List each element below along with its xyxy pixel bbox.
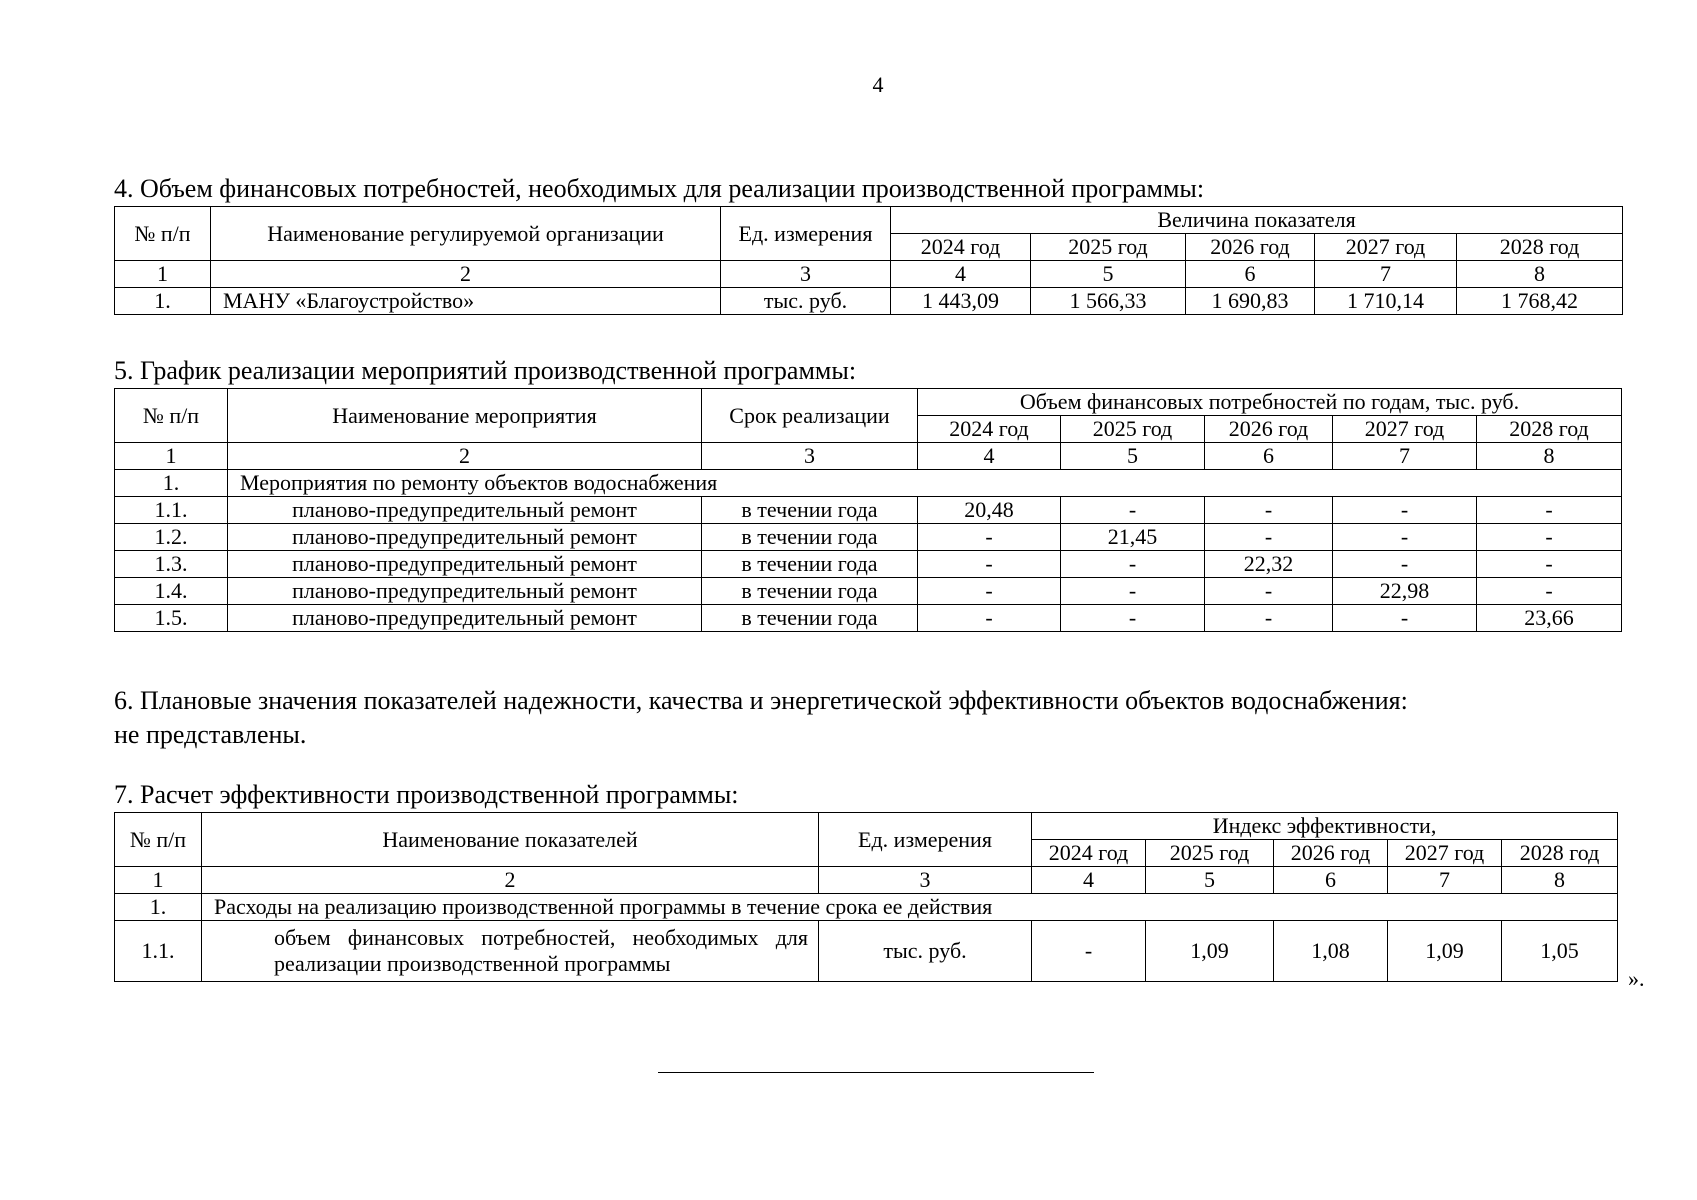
row-value: - [918,524,1061,551]
section-7-heading: 7. Расчет эффективности производственной программы: [114,780,739,809]
header-year: 2024 год [891,234,1031,261]
col-number: 3 [819,867,1032,894]
row-value: 1 690,83 [1186,288,1315,315]
row-value: 1,08 [1274,921,1388,982]
col-number: 1 [115,443,228,470]
col-number: 3 [721,261,891,288]
header-name: Наименование регулируемой организации [211,207,721,261]
row-name: планово-предупредительный ремонт [228,497,702,524]
row-value: 1 768,42 [1457,288,1623,315]
header-year: 2024 год [918,416,1061,443]
col-number: 6 [1205,443,1333,470]
row-value: - [918,605,1061,632]
row-value: - [1477,497,1622,524]
row-value: - [1061,551,1205,578]
col-number: 8 [1477,443,1622,470]
row-value: - [1477,524,1622,551]
row-value: 22,32 [1205,551,1333,578]
header-unit: Ед. измерения [721,207,891,261]
col-number: 1 [115,261,211,288]
row-value: - [1333,551,1477,578]
header-group: Индекс эффективности, [1032,813,1618,840]
row-value: - [1205,605,1333,632]
row-value: - [1333,497,1477,524]
col-number: 8 [1457,261,1623,288]
table-row [115,551,1622,578]
row-term: в течении года [702,605,918,632]
row-value: 23,66 [1477,605,1622,632]
header-year: 2028 год [1477,416,1622,443]
header-year: 2025 год [1061,416,1205,443]
group-num: 1. [115,470,228,497]
section-4-table [114,206,1623,315]
header-unit: Ед. измерения [819,813,1032,867]
col-number: 7 [1388,867,1502,894]
col-number: 7 [1333,443,1477,470]
section-7-table [114,812,1618,982]
col-number: 5 [1031,261,1186,288]
section-7 [114,780,1618,982]
header-num: № п/п [115,389,228,443]
column-number-row [115,261,1623,288]
row-value: - [1061,605,1205,632]
row-value: 21,45 [1061,524,1205,551]
row-value: - [918,551,1061,578]
col-number: 2 [202,867,819,894]
section-4-heading: 4. Объем финансовых потребностей, необходимых для реализации производственной программы: [114,174,1205,203]
row-num: 1.1. [115,921,202,982]
col-number: 4 [1032,867,1146,894]
row-term: в течении года [702,524,918,551]
group-title: Расходы на реализацию производственной программы в течение срока ее действия [202,894,1618,921]
row-num: 1.2. [115,524,228,551]
footer-divider [658,1072,1094,1073]
section-6-status: не представлены. [114,720,307,749]
col-number: 5 [1061,443,1205,470]
row-value: - [1477,551,1622,578]
col-number: 8 [1502,867,1618,894]
header-group: Объем финансовых потребностей по годам, тыс. руб. [918,389,1622,416]
row-num: 1.4. [115,578,228,605]
table-row [115,578,1622,605]
header-year: 2025 год [1031,234,1186,261]
row-value: 1 443,09 [891,288,1031,315]
row-value: 1,05 [1502,921,1618,982]
header-num: № п/п [115,813,202,867]
row-num: 1.1. [115,497,228,524]
col-number: 2 [228,443,702,470]
header-year: 2026 год [1274,840,1388,867]
column-number-row [115,443,1622,470]
header-year: 2027 год [1315,234,1457,261]
col-number: 6 [1186,261,1315,288]
header-term: Срок реализации [702,389,918,443]
col-number: 7 [1315,261,1457,288]
header-num: № п/п [115,207,211,261]
group-title: Мероприятия по ремонту объектов водоснабжения [228,470,1622,497]
col-number: 5 [1146,867,1274,894]
header-name: Наименование мероприятия [228,389,702,443]
table-row [115,524,1622,551]
row-unit: тыс. руб. [819,921,1032,982]
table-row [115,497,1622,524]
header-year: 2028 год [1457,234,1623,261]
row-value: - [1205,524,1333,551]
group-row [115,470,1622,497]
col-number: 2 [211,261,721,288]
table-row [115,921,1618,982]
table-row [115,288,1623,315]
header-year: 2027 год [1388,840,1502,867]
col-number: 4 [891,261,1031,288]
row-num: 1.5. [115,605,228,632]
row-name: объем финансовых потребностей, необходимых для реализации производственной программы [202,921,819,982]
page-number: 4 [872,72,884,97]
row-term: в течении года [702,578,918,605]
row-num: 1.3. [115,551,228,578]
header-group: Величина показателя [891,207,1623,234]
header-year: 2024 год [1032,840,1146,867]
row-name: планово-предупредительный ремонт [228,524,702,551]
row-value: 20,48 [918,497,1061,524]
row-value: - [1032,921,1146,982]
section-5-heading: 5. График реализации мероприятий производственной программы: [114,356,857,385]
closing-quote-mark: ». [1628,966,1645,991]
row-value: 1 566,33 [1031,288,1186,315]
row-value: - [1333,605,1477,632]
row-value: - [1205,497,1333,524]
row-name: планово-предупредительный ремонт [228,551,702,578]
row-value: 1,09 [1146,921,1274,982]
row-term: в течении года [702,497,918,524]
header-year: 2025 год [1146,840,1274,867]
header-year: 2026 год [1186,234,1315,261]
row-value: - [1477,578,1622,605]
col-number: 1 [115,867,202,894]
row-value: - [1333,524,1477,551]
header-name: Наименование показателей [202,813,819,867]
row-value: 22,98 [1333,578,1477,605]
row-value: 1,09 [1388,921,1502,982]
row-name: МАНУ «Благоустройство» [211,288,721,315]
table-row [115,605,1622,632]
row-term: в течении года [702,551,918,578]
section-4 [114,174,1623,315]
header-year: 2027 год [1333,416,1477,443]
section-5 [114,356,1622,632]
row-value: 1 710,14 [1315,288,1457,315]
group-row [115,894,1618,921]
col-number: 4 [918,443,1061,470]
column-number-row [115,867,1618,894]
header-year: 2028 год [1502,840,1618,867]
row-value: - [918,578,1061,605]
row-name: планово-предупредительный ремонт [228,605,702,632]
header-year: 2026 год [1205,416,1333,443]
row-value: - [1061,578,1205,605]
group-num: 1. [115,894,202,921]
row-num: 1. [115,288,211,315]
row-value: - [1205,578,1333,605]
section-5-table [114,388,1622,632]
row-value: - [1061,497,1205,524]
section-6 [114,684,1408,752]
section-6-heading: 6. Плановые значения показателей надежности, качества и энергетической эффективности объектов водоснабжения: [114,686,1408,715]
col-number: 3 [702,443,918,470]
row-name: планово-предупредительный ремонт [228,578,702,605]
row-unit: тыс. руб. [721,288,891,315]
col-number: 6 [1274,867,1388,894]
